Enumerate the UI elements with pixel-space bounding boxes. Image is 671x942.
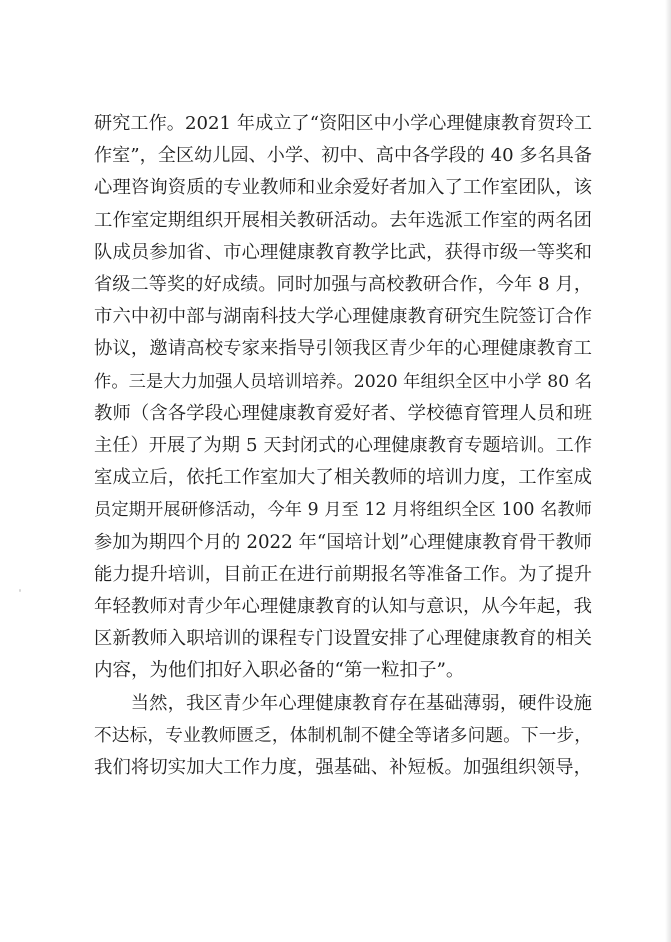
text-line: 主任）开展了为期 5 天封闭式的心理健康教育专题培训。工作 <box>94 435 592 457</box>
text-line: 内容，为他们扣好入职必备的“第一粒扣子”。 <box>94 660 465 682</box>
text-line: 省级二等奖的好成绩。同时加强与高校教研合作，今年 8 月， <box>94 274 592 296</box>
text-line: 教师（含各学段心理健康教育爱好者、学校德育管理人员和班 <box>94 402 592 424</box>
text-line: 参加为期四个月的 2022 年“国培计划”心理健康教育骨干教师 <box>94 531 592 553</box>
text-line: 能力提升培训，目前正在进行前期报名等准备工作。为了提升 <box>94 563 592 585</box>
text-line: 作室”，全区幼儿园、小学、初中、高中各学段的 40 多名具备 <box>94 145 592 167</box>
text-line: 当然，我区青少年心理健康教育存在基础薄弱，硬件设施 <box>130 692 592 714</box>
text-line: 作。三是大力加强人员培训培养。2020 年组织全区中小学 80 名 <box>94 371 592 392</box>
text-line: 不达标，专业教师匮乏，体制机制不健全等诸多问题。下一步， <box>94 725 592 746</box>
text-line: 员定期开展研修活动，今年 9 月至 12 月将组织全区 100 名教师 <box>94 500 592 521</box>
text-line: 心理咨询资质的专业教师和业余爱好者加入了工作室团队，该 <box>94 177 592 199</box>
paragraph-1 <box>94 108 592 688</box>
paragraph-2 <box>94 688 592 785</box>
text-line: 室成立后，依托工作室加大了相关教师的培训力度，工作室成 <box>94 467 592 489</box>
text-line: 我们将切实加大工作力度，强基础、补短板。加强组织领导， <box>94 757 592 779</box>
text-line: 协议，邀请高校专家来指导引领我区青少年的心理健康教育工 <box>94 338 592 360</box>
text-line: 区新教师入职培训的课程专门设置安排了心理健康教育的相关 <box>94 628 592 650</box>
page-edge-shadow <box>665 0 671 942</box>
text-line: 工作室定期组织开展相关教研活动。去年选派工作室的两名团 <box>94 209 592 231</box>
text-line: 研究工作。2021 年成立了“资阳区中小学心理健康教育贺玲工 <box>94 113 592 134</box>
scan-speck <box>19 589 21 592</box>
text-line: 队成员参加省、市心理健康教育教学比武，获得市级一等奖和 <box>94 241 592 263</box>
document-body <box>94 108 592 784</box>
text-line: 年轻教师对青少年心理健康教育的认知与意识，从今年起，我 <box>94 596 592 618</box>
text-line: 市六中初中部与湖南科技大学心理健康教育研究生院签订合作 <box>94 306 592 328</box>
